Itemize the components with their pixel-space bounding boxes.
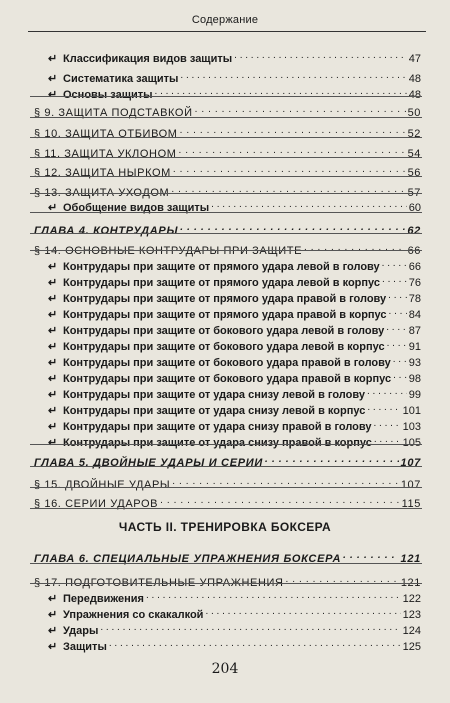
toc-entry <box>48 372 421 386</box>
toc-entry-page: 60 <box>408 202 421 214</box>
toc-entry-page: 50 <box>407 107 421 119</box>
separator-rule <box>30 96 422 97</box>
leader-dots <box>386 324 407 334</box>
hand-arrow-icon: ↵ <box>48 641 58 653</box>
leader-dots <box>160 497 400 507</box>
leader-dots <box>195 106 406 116</box>
toc-entry <box>48 420 421 434</box>
toc-entry-page: 107 <box>400 479 421 491</box>
toc-entry-page: 87 <box>408 325 421 337</box>
hand-arrow-icon: ↵ <box>48 625 58 637</box>
leader-dots <box>382 260 407 270</box>
toc-entry-page: 93 <box>408 357 421 369</box>
toc-entry-page: 122 <box>402 593 421 605</box>
toc-entry-label: Передвижения <box>63 593 144 605</box>
leader-dots <box>387 340 407 350</box>
hand-arrow-icon: ↵ <box>48 325 58 337</box>
toc-entry <box>34 244 421 258</box>
toc-entry-page: 103 <box>402 421 421 433</box>
leader-dots <box>265 456 399 466</box>
toc-entry <box>48 324 421 338</box>
toc-entry-page: 124 <box>402 625 421 637</box>
separator-rule <box>30 250 422 251</box>
separator-rule <box>30 563 422 564</box>
leader-dots <box>205 608 400 618</box>
toc-entry-page: 121 <box>400 553 421 565</box>
separator-rule <box>30 487 422 488</box>
toc-entry-page: 84 <box>408 309 421 321</box>
toc-entry <box>48 340 421 354</box>
leader-dots <box>382 276 407 286</box>
running-head: Содержание <box>191 14 259 26</box>
hand-arrow-icon: ↵ <box>48 277 58 289</box>
hand-arrow-icon: ↵ <box>48 389 58 401</box>
toc-entry <box>48 276 421 290</box>
toc-entry <box>34 166 421 180</box>
header-rule <box>28 31 426 32</box>
leader-dots <box>180 127 406 137</box>
toc-entry-label: Контрудары при защите от прямого удара правой в корпус <box>63 309 387 321</box>
hand-arrow-icon: ↵ <box>48 341 58 353</box>
leader-dots <box>211 201 407 211</box>
separator-rule <box>30 508 422 509</box>
leader-dots <box>393 356 407 366</box>
toc-entry <box>48 308 421 322</box>
separator-rule <box>30 137 422 138</box>
toc-entry-label: Контрудары при защите от удара снизу левой в корпус <box>63 405 366 417</box>
toc-entry-label: ГЛАВА 6. СПЕЦИАЛЬНЫЕ УПРАЖНЕНИЯ БОКСЕРА <box>34 553 342 565</box>
toc-entry <box>34 456 421 470</box>
toc-entry-page: 62 <box>407 225 421 237</box>
leader-dots <box>389 308 407 318</box>
toc-entry-label: Контрудары при защите от удара снизу правой в корпус <box>63 437 372 449</box>
page-number: 204 <box>211 661 239 677</box>
toc-entry <box>48 640 421 654</box>
toc-entry-label: Контрудары при защите от бокового удара левой в корпус <box>63 341 385 353</box>
toc-entry <box>48 292 421 306</box>
toc-entry-label: Контрудары при защите от бокового удара правой в корпус <box>63 373 392 385</box>
hand-arrow-icon: ↵ <box>48 293 58 305</box>
toc-entry-label: Контрудары при защите от бокового удара правой в голову <box>63 357 391 369</box>
toc-entry-page: 91 <box>408 341 421 353</box>
hand-arrow-icon: ↵ <box>48 261 58 273</box>
toc-entry-label: Контрудары при защите от бокового удара левой в голову <box>63 325 385 337</box>
toc-entry <box>48 356 421 370</box>
separator-rule <box>30 212 422 213</box>
toc-entry-label: Основы защиты <box>63 89 153 101</box>
toc-entry <box>34 224 421 238</box>
hand-arrow-icon: ↵ <box>48 437 58 449</box>
toc-entry-label: Контрудары при защите от прямого удара правой в голову <box>63 293 387 305</box>
toc-entry-label: Упражнения со скакалкой <box>63 609 204 621</box>
toc-entry-page: 76 <box>408 277 421 289</box>
toc-entry-page: 57 <box>407 187 421 199</box>
toc-entry-label: § 13. ЗАЩИТА УХОДОМ <box>34 187 170 199</box>
leader-dots <box>180 72 406 82</box>
toc-entry-page: 52 <box>407 128 421 140</box>
toc-entry-page: 54 <box>407 148 421 160</box>
separator-rule <box>30 157 422 158</box>
toc-entry-page: 66 <box>407 245 421 257</box>
hand-arrow-icon: ↵ <box>48 357 58 369</box>
toc-entry-label: ГЛАВА 5. ДВОЙНЫЕ УДАРЫ И СЕРИИ <box>34 457 264 469</box>
toc-entry <box>48 592 421 606</box>
toc-entry <box>48 88 421 102</box>
toc-entry-page: 105 <box>402 437 421 449</box>
leader-dots <box>286 576 399 586</box>
toc-entry-label: § 9. ЗАЩИТА ПОДСТАВКОЙ <box>34 107 193 119</box>
toc-entry-page: 48 <box>408 89 421 101</box>
hand-arrow-icon: ↵ <box>48 405 58 417</box>
toc-entry-page: 115 <box>401 498 421 510</box>
toc-entry <box>48 260 421 274</box>
toc-entry-page: 56 <box>407 167 421 179</box>
toc-entry-label: § 15. ДВОЙНЫЕ УДАРЫ <box>34 479 171 491</box>
toc-entry <box>34 147 421 161</box>
toc-entry-page: 107 <box>400 457 421 469</box>
toc-entry-label: Защиты <box>63 641 107 653</box>
leader-dots <box>173 166 406 176</box>
separator-rule <box>30 117 422 118</box>
toc-entry-page: 125 <box>402 641 421 653</box>
toc-entry-page: 47 <box>408 53 421 65</box>
toc-entry-page: 121 <box>400 577 421 589</box>
toc-entry-label: § 10. ЗАЩИТА ОТБИВОМ <box>34 128 178 140</box>
toc-entry-page: 48 <box>408 73 421 85</box>
toc-entry-label: Обобщение видов защиты <box>63 202 210 214</box>
leader-dots <box>179 147 406 157</box>
hand-arrow-icon: ↵ <box>48 593 58 605</box>
hand-arrow-icon: ↵ <box>48 53 58 65</box>
toc-entry-label: § 11. ЗАЩИТА УКЛОНОМ <box>34 148 177 160</box>
toc-entry-page: 98 <box>408 373 421 385</box>
toc-entry-label: § 16. СЕРИИ УДАРОВ <box>34 498 159 510</box>
separator-rule <box>30 583 422 584</box>
toc-entry <box>48 72 421 86</box>
toc-entry-label: Контрудары при защите от прямого удара левой в корпус <box>63 277 381 289</box>
hand-arrow-icon: ↵ <box>48 89 58 101</box>
toc-entry-label: Контрудары при защите от удара снизу правой в голову <box>63 421 372 433</box>
leader-dots <box>393 372 407 382</box>
leader-dots <box>343 552 398 562</box>
hand-arrow-icon: ↵ <box>48 421 58 433</box>
separator-rule <box>30 466 422 467</box>
leader-dots <box>171 186 405 196</box>
toc-entry-label: Контрудары при защите от удара снизу левой в голову <box>63 389 365 401</box>
toc-entry-label: Систематика защиты <box>63 73 179 85</box>
toc-entry-label: Удары <box>63 625 99 637</box>
leader-dots <box>367 404 400 414</box>
toc-entry-page: 123 <box>402 609 421 621</box>
toc-entry-label: Классификация видов защиты <box>63 53 233 65</box>
toc-entry-label: § 17. ПОДГОТОВИТЕЛЬНЫЕ УПРАЖНЕНИЯ <box>34 577 284 589</box>
toc-entry-page: 78 <box>408 293 421 305</box>
hand-arrow-icon: ↵ <box>48 373 58 385</box>
separator-rule <box>30 233 422 234</box>
separator-rule <box>30 176 422 177</box>
leader-dots <box>367 388 407 398</box>
toc-entry-page: 66 <box>408 261 421 273</box>
leader-dots <box>100 624 400 634</box>
toc-entry <box>48 388 421 402</box>
leader-dots <box>109 640 401 650</box>
toc-entry-label: Контрудары при защите от прямого удара левой в голову <box>63 261 380 273</box>
leader-dots <box>234 52 407 62</box>
hand-arrow-icon: ↵ <box>48 202 58 214</box>
hand-arrow-icon: ↵ <box>48 73 58 85</box>
toc-entry <box>48 404 421 418</box>
separator-rule <box>30 444 422 445</box>
hand-arrow-icon: ↵ <box>48 609 58 621</box>
toc-entry <box>48 608 421 622</box>
leader-dots <box>388 292 407 302</box>
toc-entry <box>48 52 421 66</box>
toc-entry-page: 101 <box>402 405 421 417</box>
leader-dots <box>374 420 401 430</box>
hand-arrow-icon: ↵ <box>48 309 58 321</box>
toc-entry <box>48 436 421 450</box>
leader-dots <box>304 244 406 254</box>
toc-entry <box>48 624 421 638</box>
toc-entry <box>34 478 421 492</box>
toc-entry-label: § 12. ЗАЩИТА НЫРКОМ <box>34 167 171 179</box>
toc-entry-label: ГЛАВА 4. КОНТРУДАРЫ <box>34 225 179 237</box>
leader-dots <box>146 592 401 602</box>
toc-entry-label: § 14. ОСНОВНЫЕ КОНТРУДАРЫ ПРИ ЗАЩИТЕ <box>34 245 303 257</box>
toc-entry <box>34 127 421 141</box>
part-title: ЧАСТЬ II. ТРЕНИРОВКА БОКСЕРА <box>118 520 332 534</box>
toc-entry-page: 99 <box>408 389 421 401</box>
separator-rule <box>30 193 422 194</box>
